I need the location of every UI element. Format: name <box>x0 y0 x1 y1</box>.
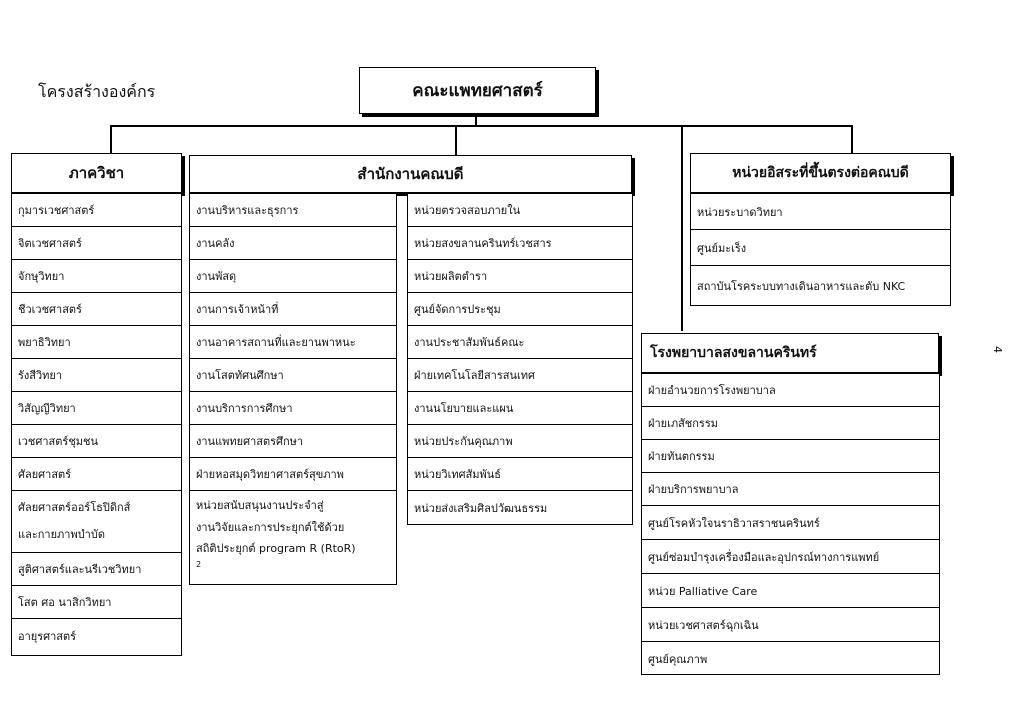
list-item: อายุรศาสตร์ <box>18 629 77 643</box>
list-item: ฝ่ายเทคโนโลยีสารสนเทศ <box>408 359 632 392</box>
hospital-title: โรงพยาบาลสงขลานครินทร์ <box>650 345 817 361</box>
footnote-marker: 2 <box>196 560 202 570</box>
list-item: งานคลัง <box>190 227 396 260</box>
list-item: หน่วยตรวจสอบภายใน <box>408 194 632 227</box>
list-item: เวชศาสตร์ชุมชน <box>12 425 181 458</box>
list-item: งานนโยบายและแผน <box>408 392 632 425</box>
list-item: ฝ่ายทันตกรรม <box>642 440 939 473</box>
connector-independent <box>851 125 853 154</box>
list-item: วิสัญญีวิทยา <box>12 392 181 425</box>
list-item: จิตเวชศาสตร์ <box>12 227 181 260</box>
list-item: หน่วยสงขลานครินทร์เวชสาร <box>408 227 632 260</box>
list-item-line: และกายภาพบำบัด <box>18 527 105 541</box>
list-item-line: ศัลยศาสตร์ออร์โธปิดิกส์ <box>18 501 131 515</box>
list-item: ศัลยศาสตร์ <box>12 458 181 491</box>
list-item: หน่วยผลิตตำรา <box>408 260 632 293</box>
connector-dean-office <box>455 125 457 155</box>
list-item: งานบริการการศึกษา <box>190 392 396 425</box>
dean-office-left-list <box>189 193 397 585</box>
list-item: ชีวเวชศาสตร์ <box>12 293 181 326</box>
hospital-header <box>641 333 939 373</box>
departments-title: ภาควิชา <box>68 164 125 182</box>
list-item: ศูนย์คุณภาพ <box>648 653 708 666</box>
independent-units-title: หน่วยอิสระที่ขึ้นตรงต่อคณบดี <box>732 165 909 181</box>
list-item-line: หน่วยสนับสนุนงานประจำสู่ <box>196 498 324 512</box>
connector-hospital <box>681 125 683 331</box>
list-item-line-text: สถิติประยุกต์ program R (RtoR) <box>196 542 356 556</box>
list-item: สถาบันโรคระบบทางเดินอาหารและตับ NKC <box>697 279 906 293</box>
independent-units-header <box>690 153 951 193</box>
list-item: งานการเจ้าหน้าที่ <box>190 293 396 326</box>
page-number: 4 <box>991 346 1004 353</box>
connector-departments <box>110 125 112 154</box>
list-item: จักษุวิทยา <box>12 260 181 293</box>
list-item: ศูนย์ซ่อมบำรุงเครื่องมือและอุปกรณ์ทางการแพทย์ <box>642 540 939 574</box>
list-item <box>190 491 396 584</box>
list-item: ฝ่ายบริการพยาบาล <box>642 473 939 506</box>
list-item: รังสีวิทยา <box>12 359 181 392</box>
independent-units-list <box>690 193 951 306</box>
departments-list <box>11 193 182 656</box>
list-item: งานอาคารสถานที่และยานพาหนะ <box>190 326 396 359</box>
list-item: ฝ่ายอำนวยการโรงพยาบาล <box>642 374 939 407</box>
list-item: งานแพทยศาสตรศึกษา <box>190 425 396 458</box>
root-label: คณะแพทยศาสตร์ <box>412 81 543 101</box>
list-item-line <box>196 541 356 577</box>
hospital-list <box>641 373 940 675</box>
list-item: หน่วยส่งเสริมศิลปวัฒนธรรม <box>414 501 548 515</box>
connector-horizontal <box>110 125 852 127</box>
dean-office-header <box>189 155 632 193</box>
list-item: หน่วยเวชศาสตร์ฉุกเฉิน <box>642 608 939 642</box>
list-item: พยาธิวิทยา <box>12 326 181 359</box>
list-item: หน่วยระบาดวิทยา <box>691 194 950 230</box>
departments-header <box>11 153 182 193</box>
list-item: ศูนย์โรคหัวใจนราธิวาสราชนครินทร์ <box>642 506 939 540</box>
list-item: ศูนย์มะเร็ง <box>691 230 950 266</box>
root-box <box>359 67 596 114</box>
list-item: งานโสตทัศนศึกษา <box>190 359 396 392</box>
list-item: กุมารเวชศาสตร์ <box>12 194 181 227</box>
list-item <box>12 491 181 553</box>
list-item: ศูนย์จัดการประชุม <box>408 293 632 326</box>
list-item: หน่วย Palliative Care <box>642 574 939 608</box>
list-item: หน่วยประกันคุณภาพ <box>408 425 632 458</box>
list-item-line: งานวิจัยและการประยุกต์ใช้ด้วย <box>196 520 345 534</box>
dean-office-right-list <box>407 193 633 525</box>
list-item: ฝ่ายหอสมุดวิทยาศาสตร์สุขภาพ <box>190 458 396 491</box>
list-item: หน่วยวิเทศสัมพันธ์ <box>408 458 632 491</box>
dean-office-title: สำนักงานคณบดี <box>357 165 464 183</box>
list-item: โสต ศอ นาสิกวิทยา <box>12 586 181 619</box>
list-item: งานบริหารและธุรการ <box>190 194 396 227</box>
page-title: โครงสร้างองค์กร <box>38 82 156 101</box>
list-item: สูติศาสตร์และนรีเวชวิทยา <box>12 553 181 586</box>
list-item: งานประชาสัมพันธ์คณะ <box>408 326 632 359</box>
list-item: ฝ่ายเภสัชกรรม <box>642 407 939 440</box>
list-item: งานพัสดุ <box>190 260 396 293</box>
